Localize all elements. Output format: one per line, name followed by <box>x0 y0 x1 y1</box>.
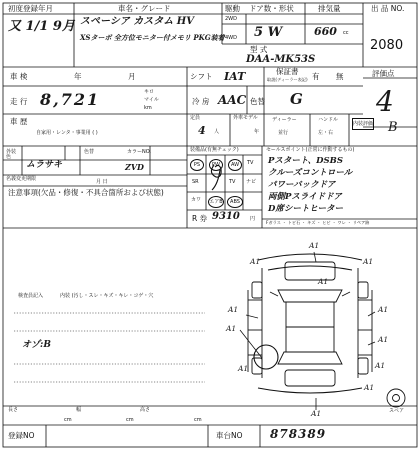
displacement-unit: cc <box>343 30 349 36</box>
damage-mark: A1 <box>378 335 389 344</box>
registration-number-label: 登録NO <box>8 431 35 440</box>
length-unit: cm <box>64 417 72 423</box>
color-no-label: カラーNO. <box>127 149 152 155</box>
lot-label: 出 品 NO. <box>371 4 405 13</box>
mileage-value: 8,721 <box>40 90 101 109</box>
recycle-value: 9310 <box>212 211 240 222</box>
name-change-label: 名義変更期限 <box>6 176 37 182</box>
model-grade-label: 車名・グレード <box>118 4 171 13</box>
warranty-label: 保証書 <box>276 67 299 76</box>
damage-mark: A1 <box>375 361 386 370</box>
equip-navi: ナビ <box>246 179 257 185</box>
equip-sr: SR <box>192 179 199 185</box>
equip-tv: TV <box>247 160 254 166</box>
equip-leather: カワ <box>191 197 202 203</box>
equip-tv-2: TV <box>229 179 236 185</box>
shift-value: IAT <box>224 70 246 83</box>
first-registration-label: 初度登録年月 <box>8 4 53 13</box>
inspector-note: オゾ:B <box>22 340 51 350</box>
recycle-unit: 円 <box>250 216 256 222</box>
color-change-label: 色替 <box>250 97 265 106</box>
capacity-label: 定員 <box>190 115 201 121</box>
import-model-label: 外車モデル <box>233 115 258 121</box>
width-label: 幅 <box>76 407 82 413</box>
damage-mark: A1 <box>309 241 320 250</box>
equip-airbag: エアB <box>208 196 224 208</box>
damage-mark: A1 <box>250 257 261 266</box>
equip-abs: ABS <box>227 196 243 208</box>
exterior-color-value: ムラサキ <box>26 160 63 170</box>
warranty-no: 無 <box>336 72 344 81</box>
type-value: DAA-MK53S <box>246 54 316 65</box>
damage-mark: A1 <box>378 305 389 314</box>
history-options: 自家用・レンタ・事業用 ( ) <box>36 130 98 136</box>
score-label: 評価点 <box>372 69 395 78</box>
ac-label: 冷 房 <box>192 97 210 106</box>
displacement-label: 排気量 <box>318 4 341 13</box>
model-value: スペーシア カスタム HV <box>80 16 194 27</box>
equip-ps: PS <box>190 159 204 171</box>
inspection-label: 車 検 <box>10 72 28 81</box>
displacement-value: 660 <box>314 25 337 38</box>
history-label: 車 歴 <box>10 117 28 126</box>
color-change-value: G <box>290 90 303 108</box>
damage-mark: A1 <box>318 277 329 286</box>
drive-label: 駆動 <box>225 4 240 13</box>
chassis-number-value: 878389 <box>270 427 327 441</box>
ac-value: AAC <box>218 93 247 107</box>
interior-label: 内装評価 <box>352 118 374 130</box>
height-label: 高さ <box>140 407 151 413</box>
score-value: 4 <box>376 85 394 118</box>
chassis-number-label: 車台NO <box>216 431 243 440</box>
width-unit: cm <box>126 417 134 423</box>
damage-mark: A1 <box>364 383 375 392</box>
damage-mark: A1 <box>311 409 322 418</box>
damage-mark: A1 <box>238 364 249 373</box>
warranty-sub-label: 取説(ディーラー表記) <box>267 77 308 82</box>
handle-label: ハンドル <box>318 117 339 123</box>
mileage-label: 走 行 <box>10 97 28 106</box>
spare-label: スペア <box>389 408 405 414</box>
seller-point-line: パワーバックドア <box>268 180 336 190</box>
seller-point-line: D席シートヒーター <box>268 204 344 214</box>
dealer-label: ディーラー <box>272 117 297 123</box>
seller-point-line: 両側Pスライドドア <box>268 192 342 202</box>
first-registration-value: 又 1/1 9月 <box>8 19 75 34</box>
color-no-value: ZVD <box>125 162 144 172</box>
inspection-year-label: 年 <box>74 72 82 81</box>
mileage-unit-km: km <box>144 105 152 111</box>
damage-legend: Fガラス ・ トビ石 ・ キズ ・ ヒビ ・ ワレ ・ リペア跡 <box>266 220 370 225</box>
inspector-label: 検査員記入 <box>18 293 44 299</box>
warranty-yes: 有 <box>312 72 320 81</box>
exterior-color-label: 外装色 <box>6 149 17 160</box>
drive-2wd-label: 2WD <box>225 16 237 22</box>
lot-number: 2080 <box>370 38 404 53</box>
damage-mark: A1 <box>226 324 237 333</box>
length-label: 長さ <box>8 407 19 413</box>
capacity-unit: 人 <box>214 129 220 135</box>
mileage-unit-kilo: キロ <box>144 89 155 95</box>
handle-value: 左・右 <box>318 130 334 136</box>
seller-point-line: クルーズコントロール <box>268 168 353 178</box>
inspection-month-label: 月 <box>128 72 136 81</box>
grade-value: XSターボ 全方位モニター付メモリ PKG装着 <box>80 33 225 42</box>
equipment-title: 装備品(有無チェック) <box>190 147 239 153</box>
inspector-interior-options: 内装 (汚し・スレ・キズ・キレ・コゲ・穴 <box>60 293 154 299</box>
color-change-box-label: 色替 <box>84 149 95 155</box>
seller-points-label: セールスポイント(正常に作動するもの) <box>266 147 355 153</box>
mileage-unit-mile: マイル <box>144 97 159 103</box>
shift-label: シフト <box>190 72 213 81</box>
interior-value: B <box>388 120 398 135</box>
capacity-value: 4 <box>198 124 206 137</box>
equip-aw: AW <box>228 159 242 171</box>
name-change-value: 月 日 <box>96 179 108 185</box>
drive-4wd-label: 4WD <box>225 35 237 41</box>
seller-point-line: Pスタート、DSBS <box>268 156 343 166</box>
equip-pw: PW <box>209 159 223 171</box>
dealer-value: 並行 <box>278 130 289 136</box>
caution-label: 注意事項(欠品・修復・不具合箇所および状態) <box>8 188 164 197</box>
type-label: 型 式 <box>250 45 268 54</box>
import-year-unit: 年 <box>254 129 260 135</box>
height-unit: cm <box>194 417 202 423</box>
damage-mark: A1 <box>228 305 239 314</box>
damage-mark: A1 <box>363 257 374 266</box>
doors-type-label: ドア数・形状 <box>249 4 294 13</box>
recycle-label: R 券 <box>192 214 208 223</box>
doors-value: 5 W <box>254 25 283 40</box>
